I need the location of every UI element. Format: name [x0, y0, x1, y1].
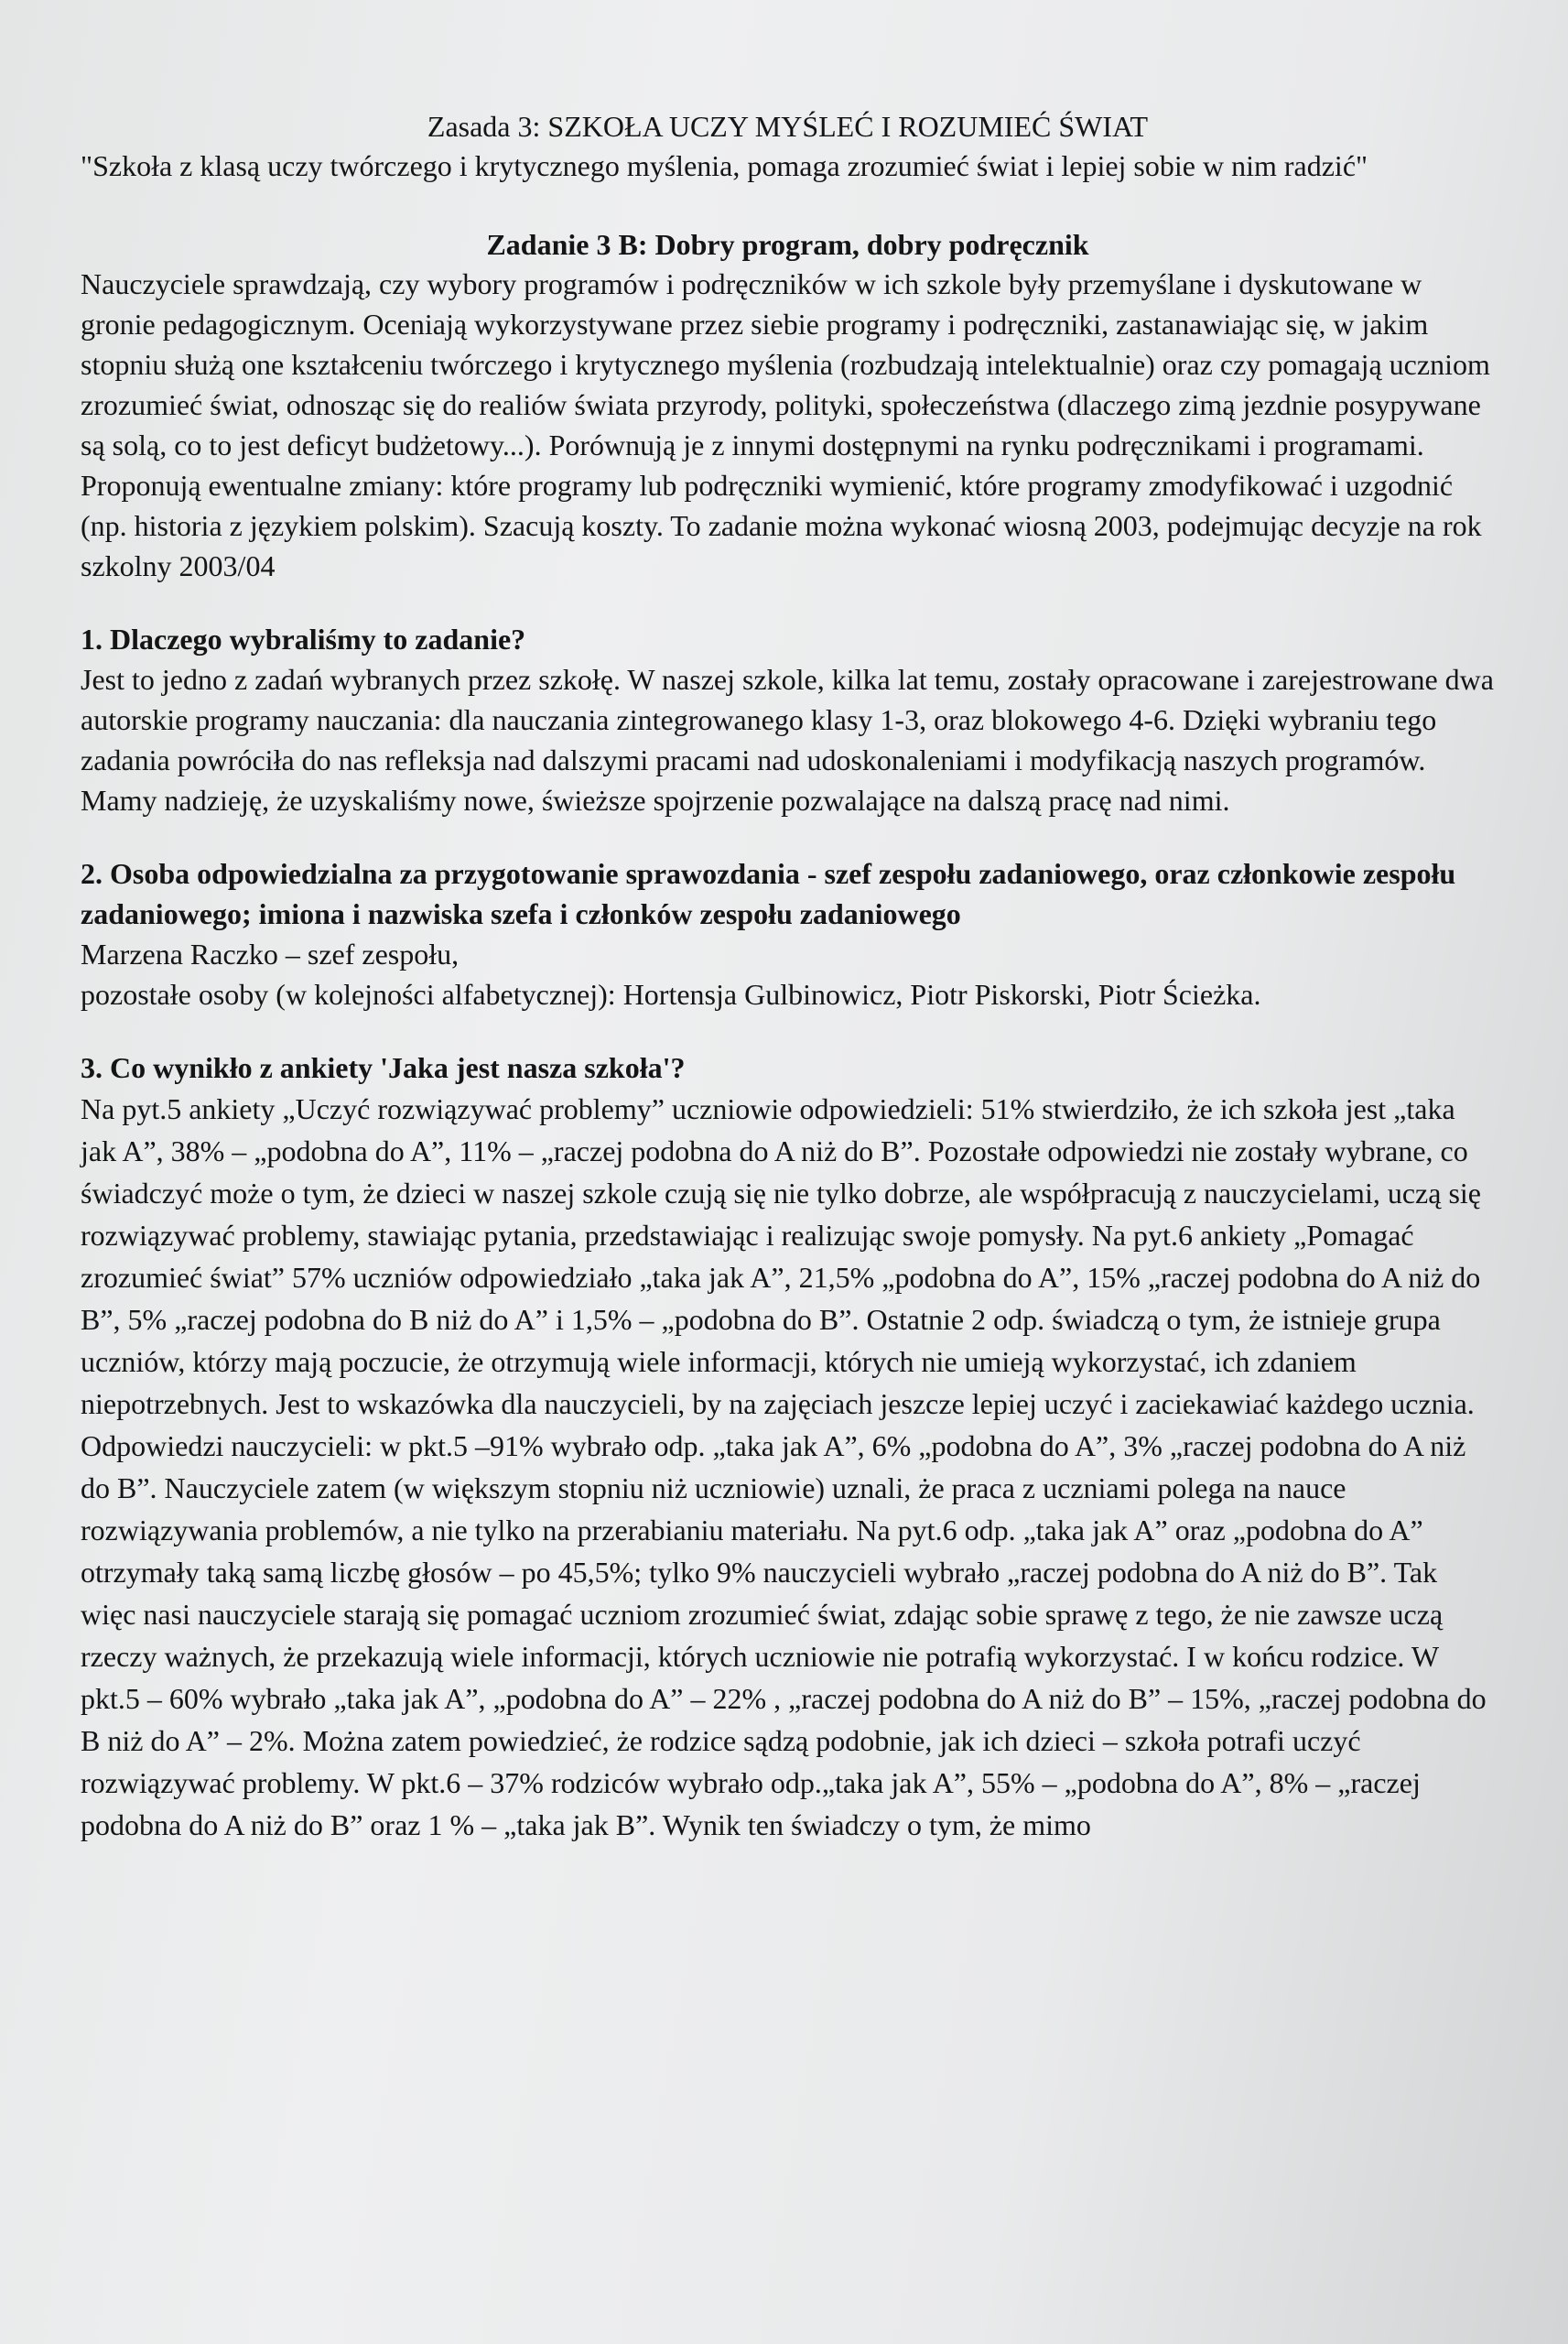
document-title: Zasada 3: SZKOŁA UCZY MYŚLEĆ I ROZUMIEĆ ŚWIAT: [427, 110, 1149, 143]
section-2-heading: 2. Osoba odpowiedzialna za przygotowanie sprawozdania - szef zespołu zadaniowego, oraz członkowie zespołu zadaniowego; imiona i nazwiska szefa i członków zespołu zadaniowego: [81, 857, 1456, 930]
section-3-heading: 3. Co wynikło z ankiety 'Jaka jest nasza szkoła'?: [81, 1051, 686, 1084]
section-1-heading: 1. Dlaczego wybraliśmy to zadanie?: [81, 623, 526, 656]
section-3-body: Na pyt.5 ankiety „Uczyć rozwiązywać problemy” uczniowie odpowiedzieli: 51% stwierdziło, że ich szkoła jest „taka jak A”, 38% – „podobna do A”, 11% – „raczej podobna do A niż do B”. Pozostałe odpowiedzi nie zostały wybrane, co świadczyć może o tym, że dzieci w naszej szkole czują się nie tylko dobrze, ale współpracują z nauczycielami, uczą się rozwiązywać problemy, stawiając pytania, przedstawiając i realizując swoje pomysły. Na pyt.6 ankiety „Pomagać zrozumieć świat” 57% uczniów odpowiedziało „taka jak A”, 21,5% „podobna do A”, 15% „raczej podobna do A niż do B”, 5% „raczej podobna do B niż do A” i 1,5% – „podobna do B”. Ostatnie 2 odp. świadczą o tym, że istnieje grupa uczniów, którzy mają poczucie, że otrzymują wiele informacji, których nie umieją wykorzystać, ich zdaniem niepotrzebnych. Jest to wskazówka dla nauczycieli, by na zajęciach jeszcze lepiej uczyć i zaciekawiać każdego ucznia. Odpowiedzi nauczycieli: w pkt.5 –91% wybrało odp. „taka jak A”, 6% „podobna do A”, 3% „raczej podobna do A niż do B”. Nauczyciele zatem (w większym stopniu niż uczniowie) uznali, że praca z uczniami polega na nauce rozwiązywania problemów, a nie tylko na przerabianiu materiału. Na pyt.6 odp. „taka jak A” oraz „podobna do A” otrzymały taką samą liczbę głosów – po 45,5%; tylko 9% nauczycieli wybrało „raczej podobna do A niż do B”. Tak więc nasi nauczyciele starają się pomagać uczniom zrozumieć świat, zdając sobie sprawę z tego, że nie zawsze uczą rzeczy ważnych, że przekazują wiele informacji, których uczniowie nie potrafią wykorzystać. I w końcu rodzice. W pkt.5 – 60% wybrało „taka jak A”, „podobna do A” – 22% , „raczej podobna do A niż do B” – 15%, „raczej podobna do B niż do A” – 2%. Można zatem powiedzieć, że rodzice sądzą podobnie, jak ich dzieci – szkoła potrafi uczyć rozwiązywać problemy. W pkt.6 – 37% rodziców wybrało odp.„taka jak A”, 55% – „podobna do A”, 8% – „raczej podobna do A niż do B” oraz 1 % – „taka jak B”. Wynik ten świadczy o tym, że mimo: [81, 1092, 1487, 1841]
team-leader: Marzena Raczko – szef zespołu,: [81, 938, 460, 971]
task-title: Zadanie 3 B: Dobry program, dobry podręcznik: [486, 228, 1089, 261]
section-3: [81, 1047, 1495, 1846]
section-1-body: Jest to jedno z zadań wybranych przez szkołę. W naszej szkole, kilka lat temu, zostały opracowane i zarejestrowane dwa autorskie programy nauczania: dla nauczania zintegrowanego klasy 1-3, oraz blokowego 4-6. Dzięki wybraniu tego zadania powróciła do nas refleksja nad dalszymi pracami nad udoskonaleniami i modyfikacją naszych programów. Mamy nadzieję, że uzyskaliśmy nowe, świeższe spojrzenie pozwalające na dalszą pracę nad nimi.: [81, 663, 1494, 817]
section-2: [81, 853, 1495, 1015]
task-description: Nauczyciele sprawdzają, czy wybory programów i podręczników w ich szkole były przemyślane i dyskutowane w gronie pedagogicznym. Oceniają wykorzystywane przez siebie programy i podręczniki, zastanawiając się, w jakim stopniu służą one kształceniu twórczego i krytycznego myślenia (rozbudzają intelektualnie) oraz czy pomagają uczniom zrozumieć świat, odnosząc się do realiów świata przyrody, polityki, społeczeństwa (dlaczego zimą jezdnie posypywane są solą, co to jest deficyt budżetowy...). Porównują je z innymi dostępnymi na rynku podręcznikami i programami. Proponują ewentualne zmiany: które programy lub podręczniki wymienić, które programy zmodyfikować i uzgodnić (np. historia z językiem polskim). Szacują koszty. To zadanie można wykonać wiosną 2003, podejmując decyzje na rok szkolny 2003/04: [81, 267, 1490, 582]
document-motto: "Szkoła z klasą uczy twórczego i krytycznego myślenia, pomaga zrozumieć świat i lepiej sobie w nim radzić": [81, 149, 1368, 182]
section-1: [81, 619, 1495, 820]
team-members: pozostałe osoby (w kolejności alfabetycznej): Hortensja Gulbinowicz, Piotr Piskorski, Piotr Ścieżka.: [81, 978, 1261, 1011]
